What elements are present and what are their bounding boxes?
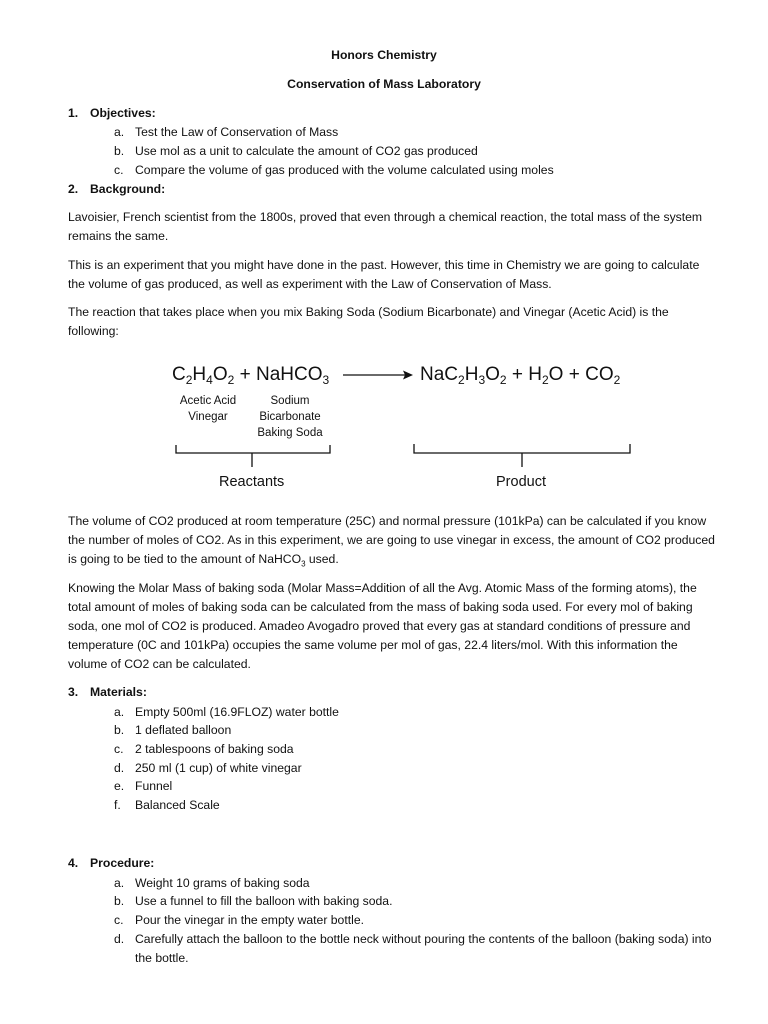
list-item: a. Empty 500ml (16.9FLOZ) water bottle: [114, 705, 339, 719]
section-procedure-heading: [68, 854, 154, 873]
products-brace-icon: [414, 444, 630, 467]
list-item: b. 1 deflated balloon: [114, 723, 232, 737]
list-text: Test the Law of Conservation of Mass: [135, 125, 339, 139]
section-heading: Procedure:: [90, 856, 155, 870]
list-text: Compare the volume of gas produced with the volume calculated using moles: [135, 163, 554, 177]
background-paragraph-4: The volume of CO2 produced at room temperature (25C) and normal pressure (101kPa) can be calculated if you know the number of moles of CO2. As in this experiment, we are going to use vinegar in excess, the amount of CO2 produced is going to be tied to the amount of NaHCO$_3$ used.: [68, 514, 715, 569]
list-letter: c.: [114, 163, 124, 177]
background-paragraph-1: Lavoisier, French scientist from the 1800s, proved that even through a chemical reaction, the total mass of the system remains the same.: [68, 210, 703, 243]
list-text: Use mol as a unit to calculate the amount of CO2 gas produced: [135, 144, 478, 158]
course-title: Honors Chemistry: [331, 48, 437, 62]
reactants-label: Reactants: [219, 474, 285, 490]
list-letter: b.: [114, 144, 125, 158]
background-paragraph-3: The reaction that takes place when you mix Baking Soda (Sodium Bicarbonate) and Vinegar (Acetic Acid) is the following:: [68, 305, 669, 338]
section-heading: Background:: [90, 182, 166, 196]
list-item: a. Weight 10 grams of baking soda: [114, 876, 310, 890]
list-item: f. Balanced Scale: [114, 798, 220, 812]
product-label: Product: [496, 474, 546, 490]
section-number: 1.: [68, 106, 79, 120]
list-item: c. Pour the vinegar in the empty water bottle.: [114, 913, 364, 927]
products-equation: $NaC_2H_3O_2 + H_2O + CO_2$: [420, 364, 621, 387]
background-paragraph-2: This is an experiment that you might have done in the past. However, this time in Chemistry we are going to calculate the volume of gas produced, as well as experiment with the Law of Conservation of Mass.: [68, 258, 700, 291]
list-item: c. 2 tablespoons of baking soda: [114, 742, 294, 756]
list-item: d. 250 ml (1 cup) of white vinegar: [114, 761, 302, 775]
reaction-arrow-icon: [343, 371, 413, 380]
list-item: e. Funnel: [114, 779, 173, 793]
background-paragraph-5: Knowing the Molar Mass of baking soda (Molar Mass=Addition of all the Avg. Atomic Mass of the forming atoms), the total amount of moles of baking soda can be calculated from the mass of baking soda used. For every mol of baking soda, one mol of CO2 is produced. Amadeo Avogadro proved that every gas at standard conditions of pressure and temperature (0C and 101kPa) occupies the same volume per mol of gas, 22.4 liters/mol. With this information the volume of CO2 can be calculated.: [68, 581, 697, 671]
list-letter: a.: [114, 125, 125, 139]
lab-title: Conservation of Mass Laboratory: [287, 77, 481, 91]
list-item: d. Carefully attach the balloon to the bottle neck without pouring the contents of the balloon (baking soda) into the bottle.: [114, 932, 712, 965]
reactants-equation: $C_2H_4O_2$ + NaHCO$_3$: [172, 364, 330, 387]
sodium-bicarbonate-caption: Sodium Bicarbonate Baking Soda: [257, 395, 323, 439]
list-item: b. Use a funnel to fill the balloon with baking soda.: [114, 894, 393, 908]
acetic-acid-caption: Acetic Acid Vinegar: [179, 395, 237, 423]
section-number: 2.: [68, 182, 79, 196]
section-number: 4.: [68, 856, 79, 870]
section-materials-heading: [68, 683, 147, 702]
section-number: 3.: [68, 685, 79, 699]
section-heading: Materials:: [90, 685, 147, 699]
reactants-brace-icon: [176, 445, 330, 467]
section-heading: Objectives:: [90, 106, 156, 120]
